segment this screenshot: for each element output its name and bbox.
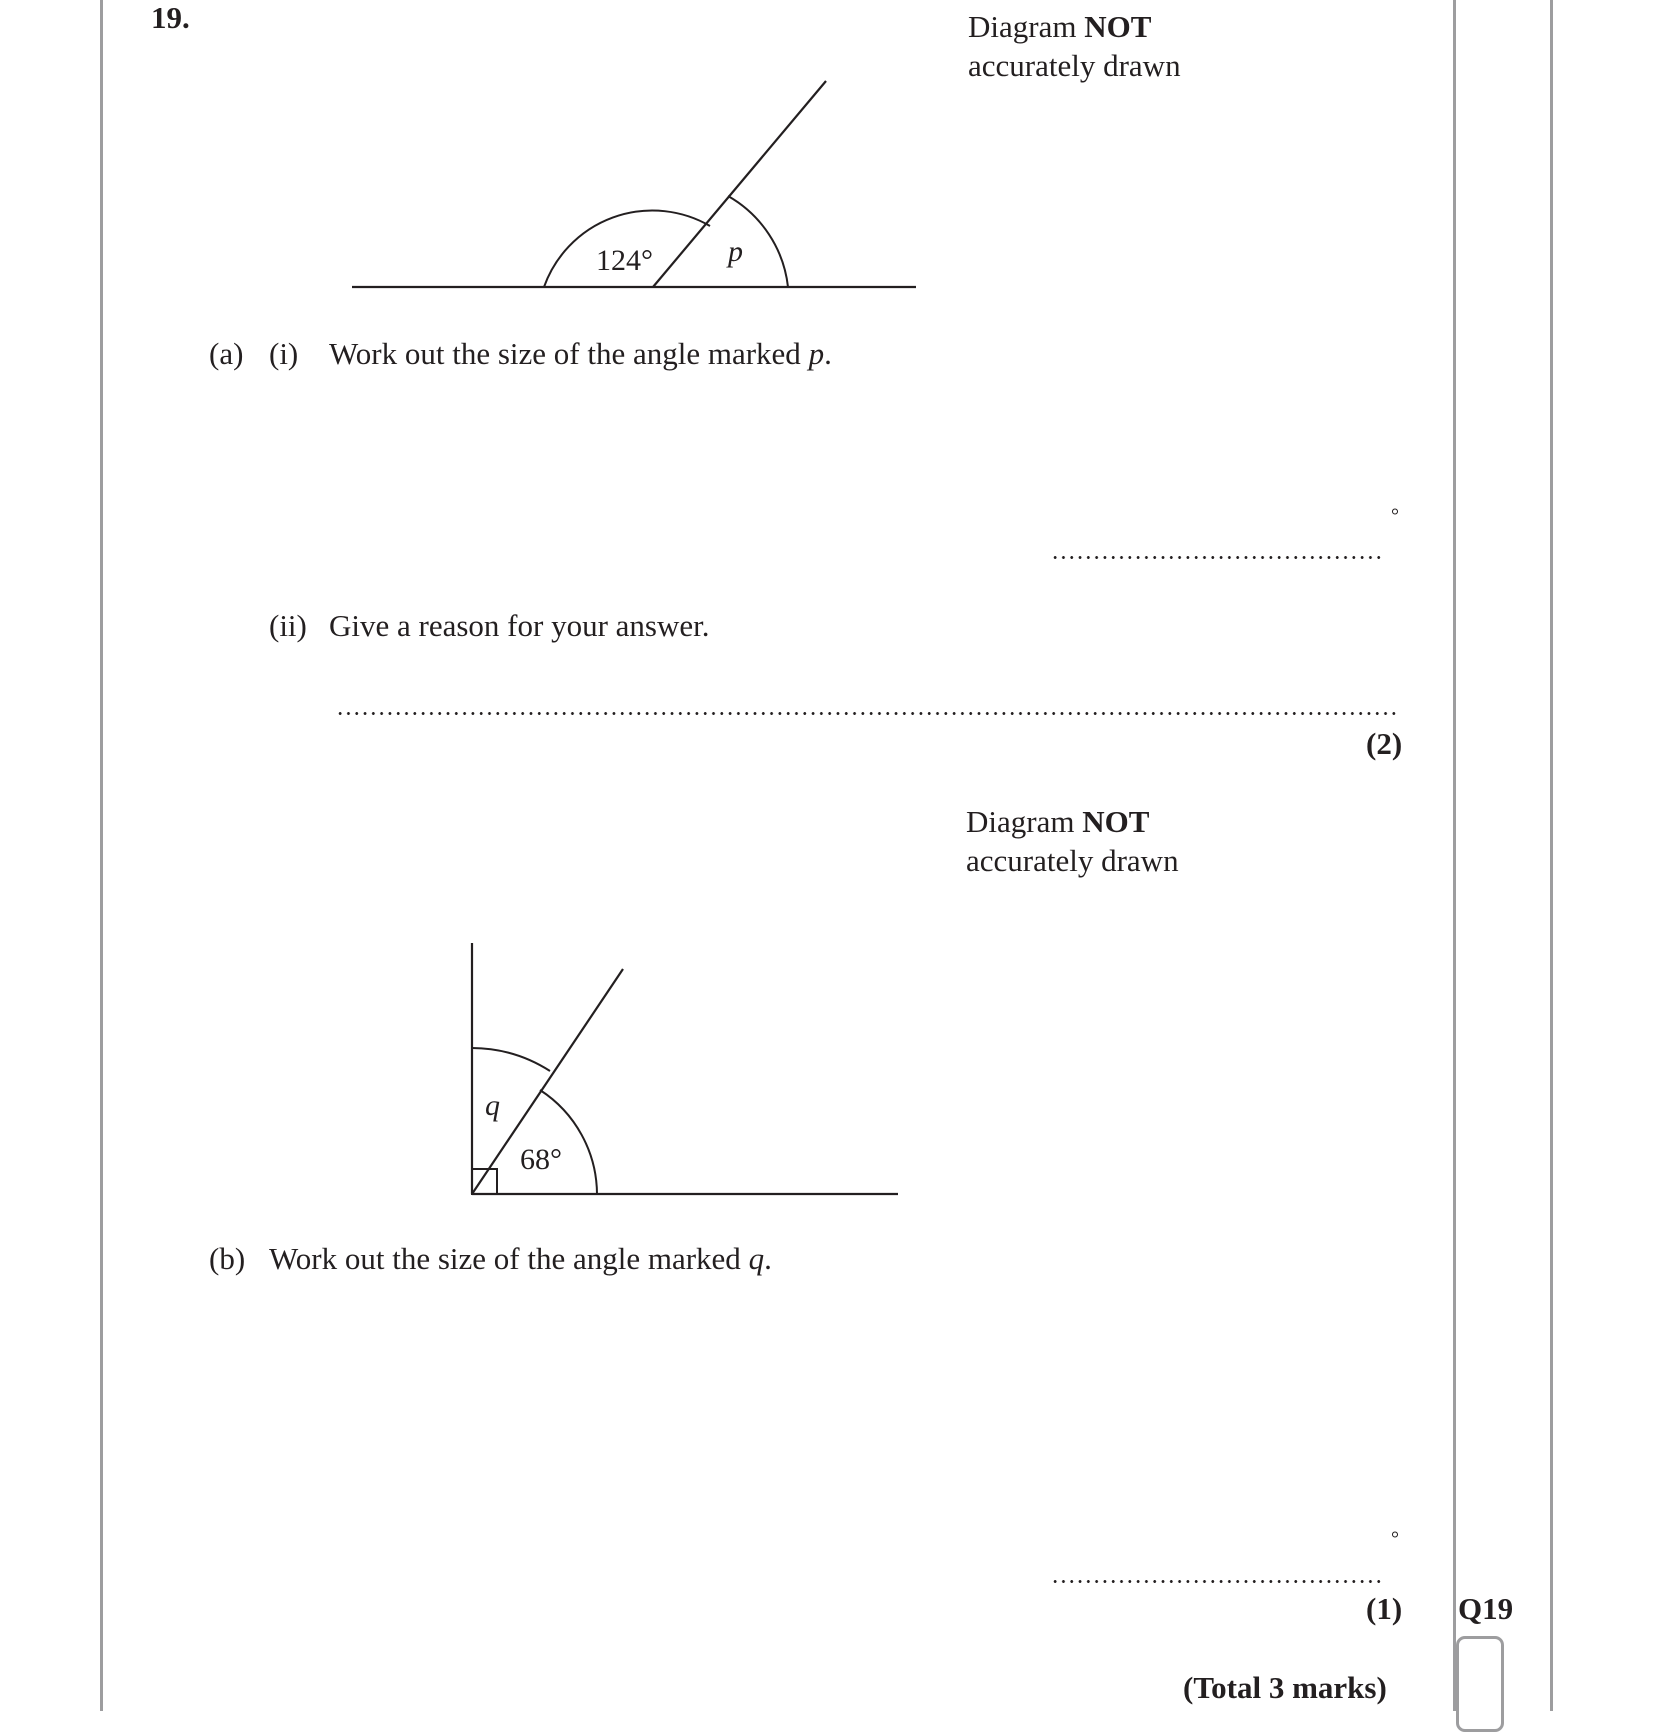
diagram-b-q-label: q <box>485 1089 500 1122</box>
part-a-i-label: (i) <box>269 336 299 371</box>
total-marks: (Total 3 marks) <box>1183 1670 1387 1705</box>
part-b-label: (b) <box>209 1241 246 1276</box>
diagram-b-arc-known <box>540 1090 597 1194</box>
diagram-a-p-label: p <box>728 235 743 268</box>
question-margin-label: Q19 <box>1458 1591 1514 1626</box>
examiner-mark-box[interactable] <box>1456 1636 1504 1732</box>
diagram-a <box>0 0 1654 340</box>
diagram-b-angle-label: 68° <box>520 1143 562 1176</box>
diagram-note-suffix: accurately drawn <box>966 843 1179 878</box>
part-a-i-question <box>329 336 832 372</box>
part-a-i-end: . <box>824 336 832 371</box>
diagram-note-emphasis: NOT <box>1082 804 1150 839</box>
answer-a-ii-field[interactable] <box>336 712 1399 715</box>
diagram-note-suffix: accurately drawn <box>968 48 1181 83</box>
part-b-text: Work out the size of the angle marked <box>269 1241 749 1276</box>
part-a-i-var: p <box>808 336 825 371</box>
diagram-a-angle-label: 124° <box>596 244 653 277</box>
answer-b-field[interactable] <box>1051 1580 1383 1583</box>
diagram-note-prefix: Diagram <box>966 804 1083 839</box>
diagram-note-emphasis: NOT <box>1084 9 1152 44</box>
part-a-label: (a) <box>209 336 244 371</box>
part-b-end: . <box>764 1241 772 1276</box>
part-a-ii-label: (ii) <box>269 608 307 643</box>
part-b-marks: (1) <box>1366 1591 1403 1626</box>
part-b-question <box>269 1241 772 1277</box>
diagram-b-arc-q <box>472 1048 550 1071</box>
question-number: 19. <box>151 0 190 35</box>
part-a-marks: (2) <box>1366 726 1403 761</box>
answer-a-i-field[interactable] <box>1051 556 1383 559</box>
diagram-b <box>0 900 1654 1220</box>
part-b-var: q <box>748 1241 765 1276</box>
diagram-note-prefix: Diagram <box>968 9 1085 44</box>
part-a-ii-text: Give a reason for your answer. <box>329 608 710 643</box>
answer-b-degree-symbol: ° <box>1391 1528 1399 1550</box>
answer-a-degree-symbol: ° <box>1391 505 1399 527</box>
diagram-note-b <box>966 802 1179 880</box>
part-a-i-text: Work out the size of the angle marked <box>329 336 809 371</box>
